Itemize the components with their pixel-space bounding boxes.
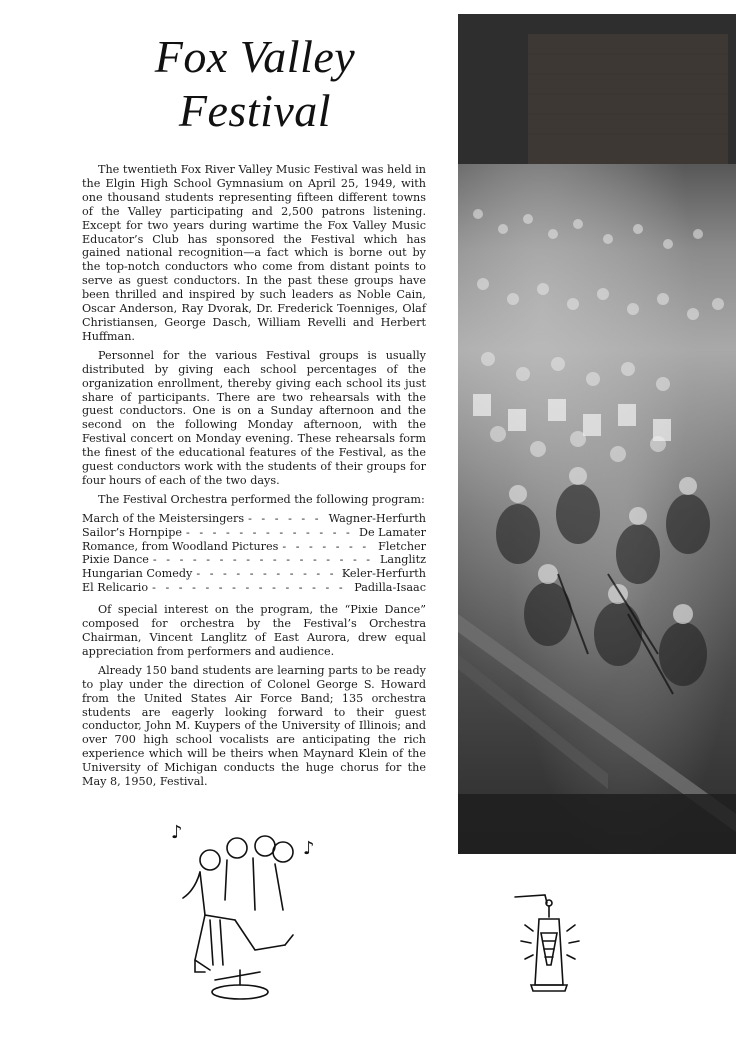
program-item: El Relicario - - - Padilla-Isaac [82, 581, 426, 595]
dash-leader [282, 540, 374, 554]
article-body [82, 163, 426, 794]
dash-leader [186, 526, 355, 540]
svg-text:♪: ♪ [171, 822, 183, 843]
dash-leader [196, 567, 338, 581]
program-item: March of the Meistersingers - - - Wagner-Herfurth [82, 512, 426, 526]
paragraph-4: Of special interest on the program, the “Pixie Dance” composed for orchestra by the Festival’s Orchestra Chairman, Vincent Langlitz of East Aurora, drew equal appreciation from performers and audience. [82, 603, 426, 658]
program-item: Hungarian Comedy - - - Keler-Herfurth [82, 567, 426, 581]
festival-gymnasium-photo [458, 14, 736, 854]
page-title [150, 30, 360, 138]
program-list [82, 512, 426, 595]
paragraph-2: Personnel for the various Festival groups is usually distributed by giving each school percentages of the organization enrollment, thereby giving each school its just share of participants. There are two rehearsals with the guest conductors. One is on a Sunday afternoon and the second on the following Monday afternoon, with the Festival concert on Monday evening. These rehearsals form the finest of the educational features of the Festival, as the guest conductors work with the students of their groups for four hours of each of the two days. [82, 348, 426, 487]
title-line-1: Fox Valley [154, 31, 356, 82]
dash-leader [153, 553, 376, 567]
title-line-2: Festival [178, 85, 332, 136]
paragraph-3: The Festival Orchestra performed the following program: [98, 492, 425, 506]
soda-fountain-sketch [505, 885, 605, 995]
paragraph-5: Already 150 band students are learning parts to be ready to play under the direction of Colonel George S. Howard from the United States Air Force Band; 135 orchestra students are eagerly looking forward to their guest conductor, John M. Kuypers of the University of Illinois; and over 700 high school vocalists are anticipating the rich experience which will be theirs when Maynard Klein of the University of Michigan conducts the huge chorus for the May 8, 1950, Festival. [82, 663, 426, 789]
program-item: Romance, from Woodland Pictures - - - Fletcher [82, 540, 426, 554]
program-item: Sailor’s Hornpipe - - - De Lamater [82, 526, 426, 540]
barbershop-quartet-sketch [165, 820, 325, 1010]
dash-leader [248, 512, 324, 526]
svg-text:♪: ♪ [303, 838, 315, 859]
dash-leader [152, 581, 350, 595]
paragraph-1: The twentieth Fox River Valley Music Festival was held in the Elgin High School Gymnasium on April 25, 1949, with one thousand students representing fifteen different towns of the Valley participating and 2,500 patrons listening. Except for two years during wartime the Fox Valley Music Educator’s Club has sponsored the Festival which has gained national recognition—a fact which is borne out by the top-notch conductors who come from distant points to serve as guest conductors. In the past these groups have been thrilled and inspired by such leaders as Noble Cain, Oscar Anderson, Ray Dvorak, Dr. Frederick Toenniges, Olaf Christiansen, George Dasch, William Revelli and Herbert Huffman. [82, 163, 426, 343]
program-item: Pixie Dance - - - Langlitz [82, 553, 426, 567]
